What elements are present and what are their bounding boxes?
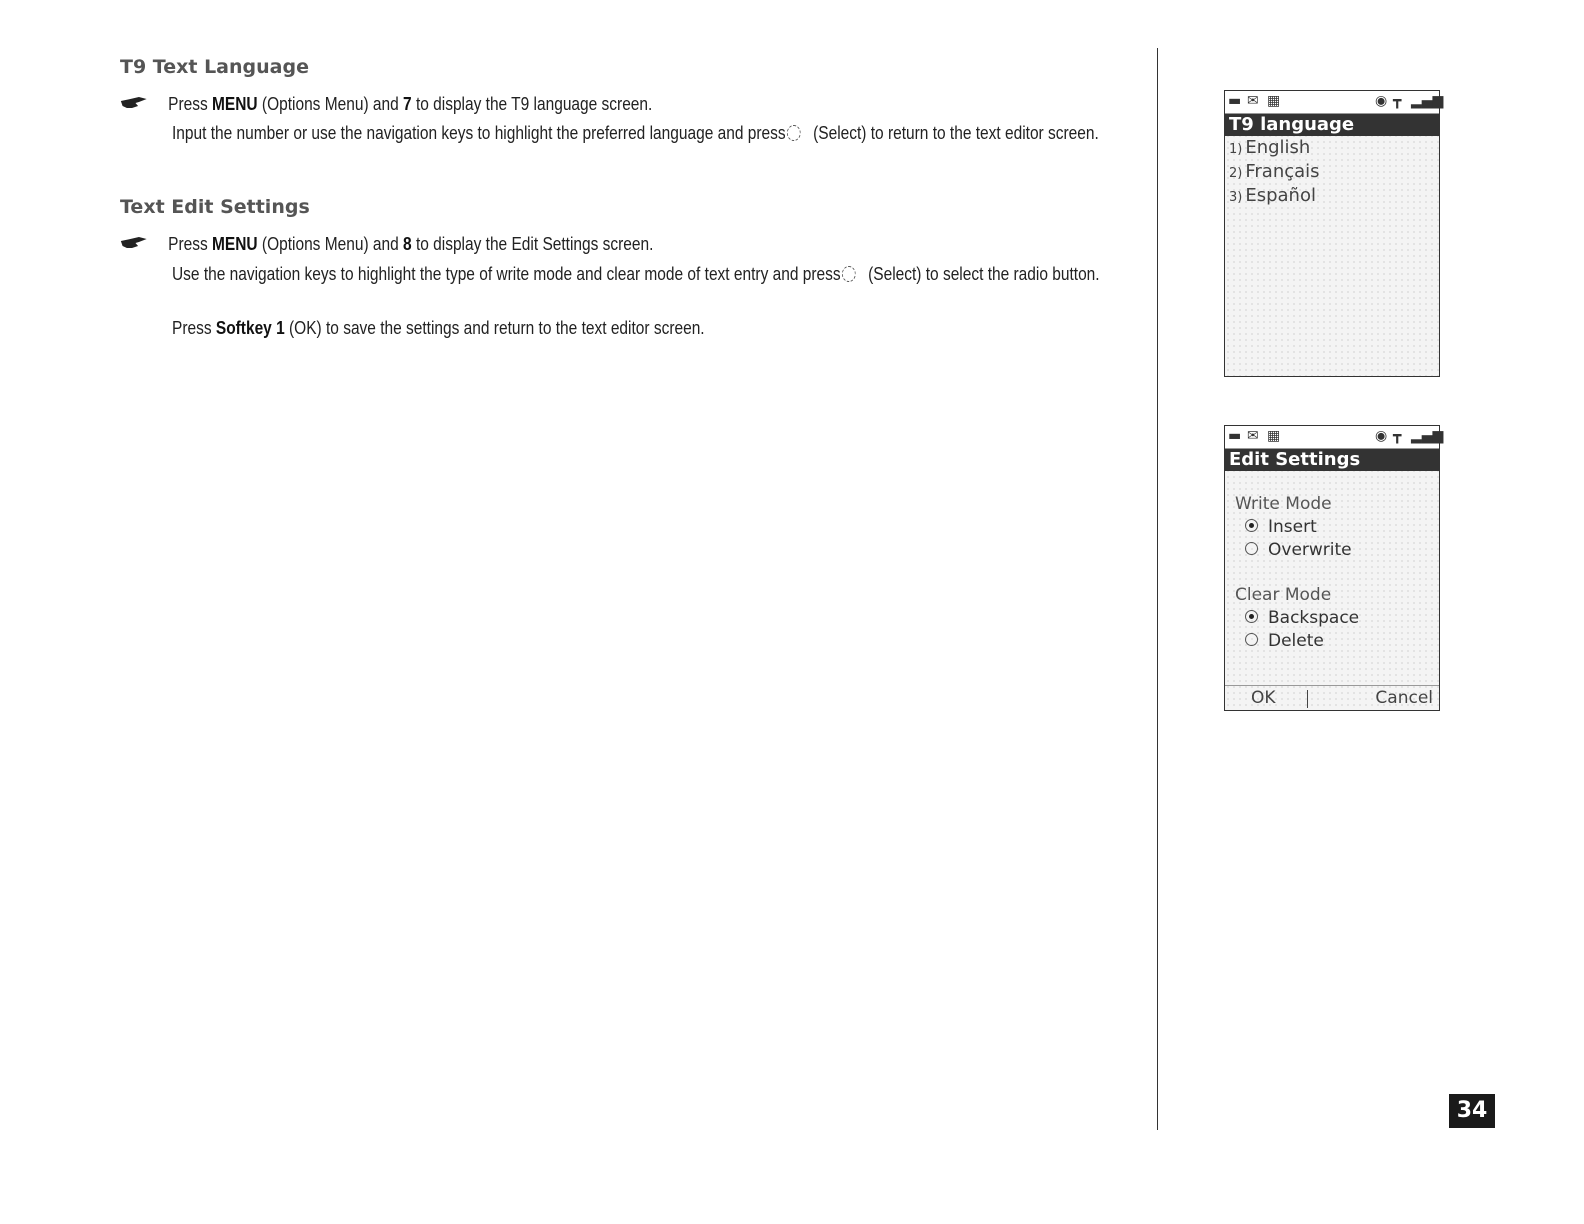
select-key-icon [787,125,801,141]
step-text-pre: Press [168,234,213,254]
item-number: 2) [1229,166,1243,181]
battery-icon: ▬ [1228,93,1242,109]
step-text-mid: (Options Menu) and [257,94,404,114]
softkey-separator [1307,690,1308,708]
page-number: 34 [1449,1094,1495,1128]
item-label: Español [1245,185,1316,206]
softkey-cancel[interactable]: Cancel [1375,688,1433,708]
signal-icon: ▂▄▆ [1411,93,1444,109]
softkey-label: Softkey 1 [215,318,285,338]
antenna-icon: ┳ [1393,428,1402,444]
write-option-overwrite[interactable] [1225,539,1439,562]
screen-title: T9 language [1225,114,1439,136]
softkey-ok[interactable]: OK [1251,688,1276,708]
language-item-francais[interactable] [1225,160,1439,184]
menu-key-label: MENU [212,94,258,114]
detail-save-settings [172,318,1148,339]
clear-option-backspace[interactable] [1225,607,1439,630]
calendar-icon: ▦ [1267,93,1281,109]
item-number: 1) [1229,142,1243,157]
radio-selected-icon [1245,610,1258,623]
select-key-icon [842,266,856,282]
step-text-post: to display the T9 language screen. [411,94,653,114]
phone-screen-t9-language [1224,90,1444,377]
status-bar [1225,426,1444,449]
phone-screen-edit-settings [1224,425,1444,711]
radio-unselected-icon [1245,633,1258,646]
option-label: Overwrite [1268,540,1352,560]
detail-text-post: (OK) to save the settings and return to the text editor screen. [284,318,705,338]
battery-icon: ▬ [1228,428,1242,444]
clear-mode-label: Clear Mode [1235,585,1332,605]
option-label: Backspace [1268,608,1360,628]
detail-t9-language [172,123,1148,144]
clear-option-delete[interactable] [1225,630,1439,653]
antenna-icon: ┳ [1393,93,1402,109]
screen-title: Edit Settings [1225,449,1439,471]
detail-text-pre: Press [172,318,216,338]
pointing-hand-icon [120,236,148,252]
menu-key-label: MENU [212,234,258,254]
detail-text-pre: Use the navigation keys to highlight the type of write mode and clear mode of text entry and press [172,264,841,284]
step-t9-language [120,93,1014,115]
section-heading-t9-language: T9 Text Language [120,56,309,78]
number-key-label: 7 [403,94,412,114]
write-mode-label: Write Mode [1235,494,1332,514]
pointing-hand-icon [120,96,148,112]
calendar-icon: ▦ [1267,428,1281,444]
signal-icon: ▂▄▆ [1411,428,1444,444]
write-option-insert[interactable] [1225,516,1439,539]
detail-text-pre: Input the number or use the navigation keys to highlight the preferred language and press [172,123,786,143]
step-edit-settings [120,233,1014,255]
item-number: 3) [1229,190,1243,205]
option-label: Insert [1268,517,1317,537]
radio-selected-icon [1245,519,1258,532]
item-label: English [1245,137,1311,158]
radio-unselected-icon [1245,542,1258,555]
step-text-mid: (Options Menu) and [257,234,404,254]
language-item-english[interactable] [1225,136,1439,160]
number-key-label: 8 [403,234,412,254]
globe-icon: ◉ [1375,428,1388,444]
message-icon: ✉ [1247,93,1259,109]
item-label: Français [1245,161,1320,182]
detail-edit-settings [172,264,1148,285]
status-bar [1225,91,1444,114]
detail-text-post: (Select) to select the radio button. [868,264,1100,284]
detail-text-post: (Select) to return to the text editor screen. [813,123,1099,143]
column-divider [1157,48,1158,1130]
language-item-espanol[interactable] [1225,184,1439,208]
step-text-post: to display the Edit Settings screen. [411,234,654,254]
softkey-bar [1225,685,1439,710]
section-heading-text-edit-settings: Text Edit Settings [120,196,310,218]
step-text-pre: Press [168,94,213,114]
message-icon: ✉ [1247,428,1259,444]
option-label: Delete [1268,631,1324,651]
globe-icon: ◉ [1375,93,1388,109]
